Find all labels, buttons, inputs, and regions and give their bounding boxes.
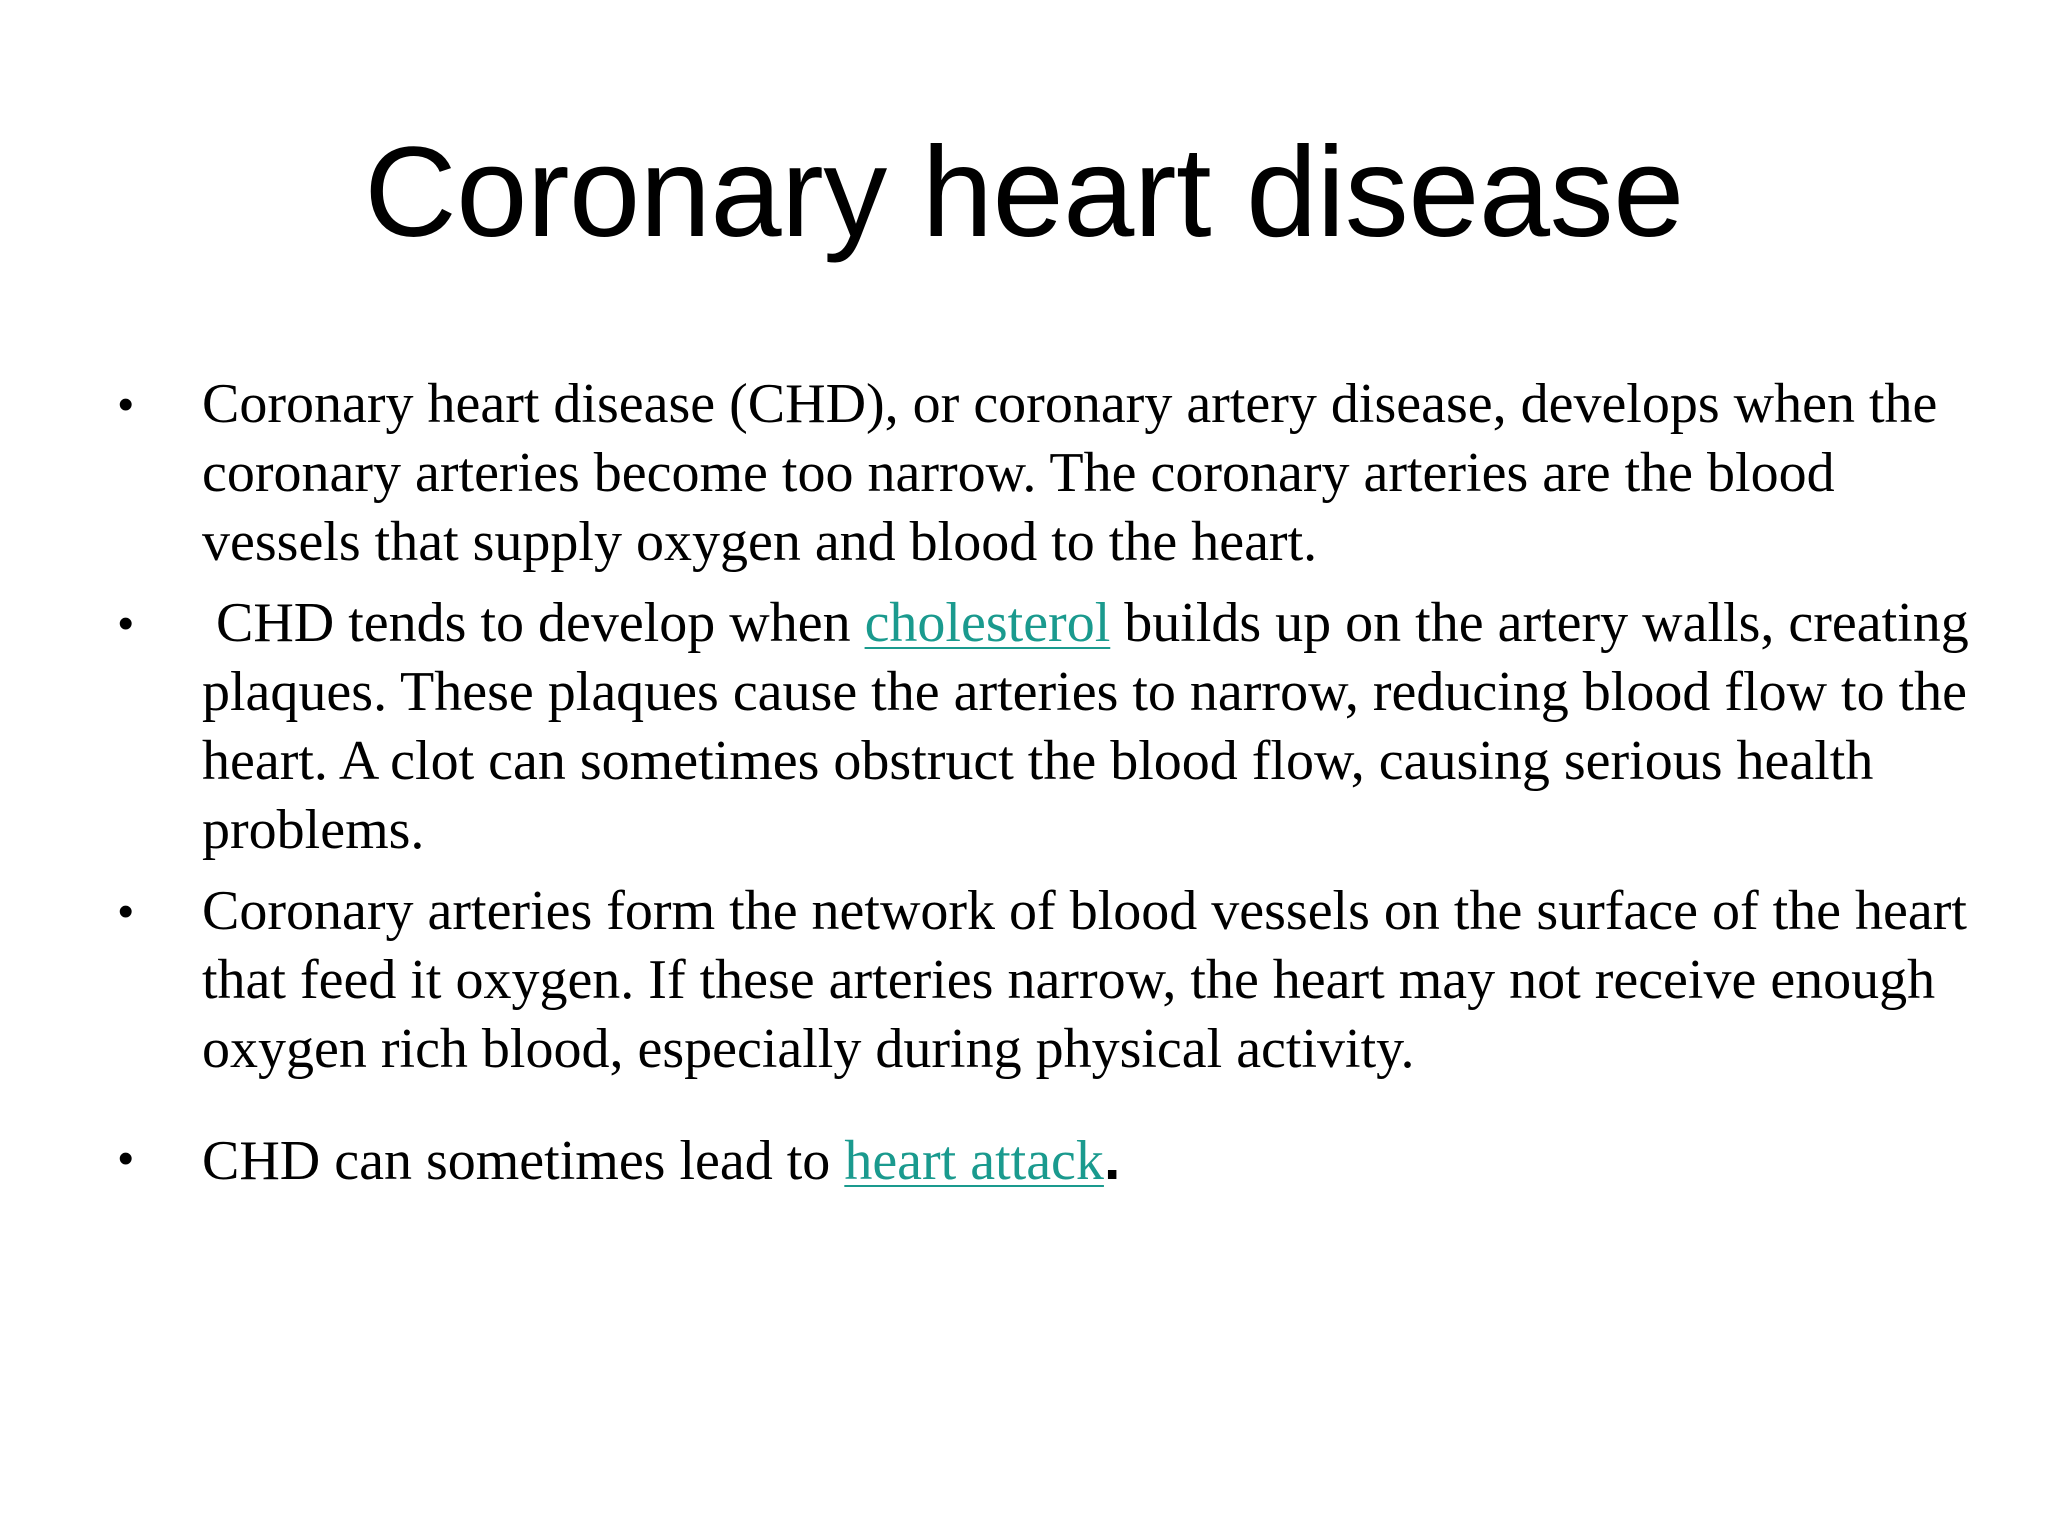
cholesterol-link[interactable]: cholesterol: [864, 592, 1111, 654]
bullet-text: Coronary heart disease (CHD), or coronary artery disease, develops when the coronary arteries become too narrow. The coronary arteries are the blood vessels that supply oxygen and blood to the heart.: [202, 373, 1938, 573]
bullet-dot-icon: •: [118, 1134, 134, 1183]
bullet-item: [112, 589, 1972, 865]
bullet-text-after-link: .: [1103, 1125, 1121, 1192]
bullet-list: [112, 370, 1972, 1208]
slide-title: Coronary heart disease: [364, 121, 1684, 264]
bullet-item: [112, 877, 1972, 1084]
bullet-text-before-link: CHD tends to develop when: [202, 592, 865, 654]
bullet-dot-icon: •: [118, 599, 134, 648]
bullet-dot-icon: •: [118, 380, 134, 429]
bullet-item: [112, 370, 1972, 577]
bullet-text-after-link: builds up on the artery walls, creating plaques. These plaques cause the arteries to narrow, reducing blood flow to the heart. A clot can sometimes obstruct the blood flow, causing serious health problems.: [202, 592, 1969, 861]
heart-attack-link[interactable]: heart attack: [844, 1130, 1104, 1192]
bullet-dot-icon: •: [118, 887, 134, 936]
bullet-text-before-link: CHD can sometimes lead to: [202, 1130, 845, 1192]
bullet-text: Coronary arteries form the network of blood vessels on the surface of the heart that feed it oxygen. If these arteries narrow, the heart may not receive enough oxygen rich blood, especially during physical activity.: [202, 880, 1967, 1080]
bullet-item: [112, 1124, 1972, 1196]
